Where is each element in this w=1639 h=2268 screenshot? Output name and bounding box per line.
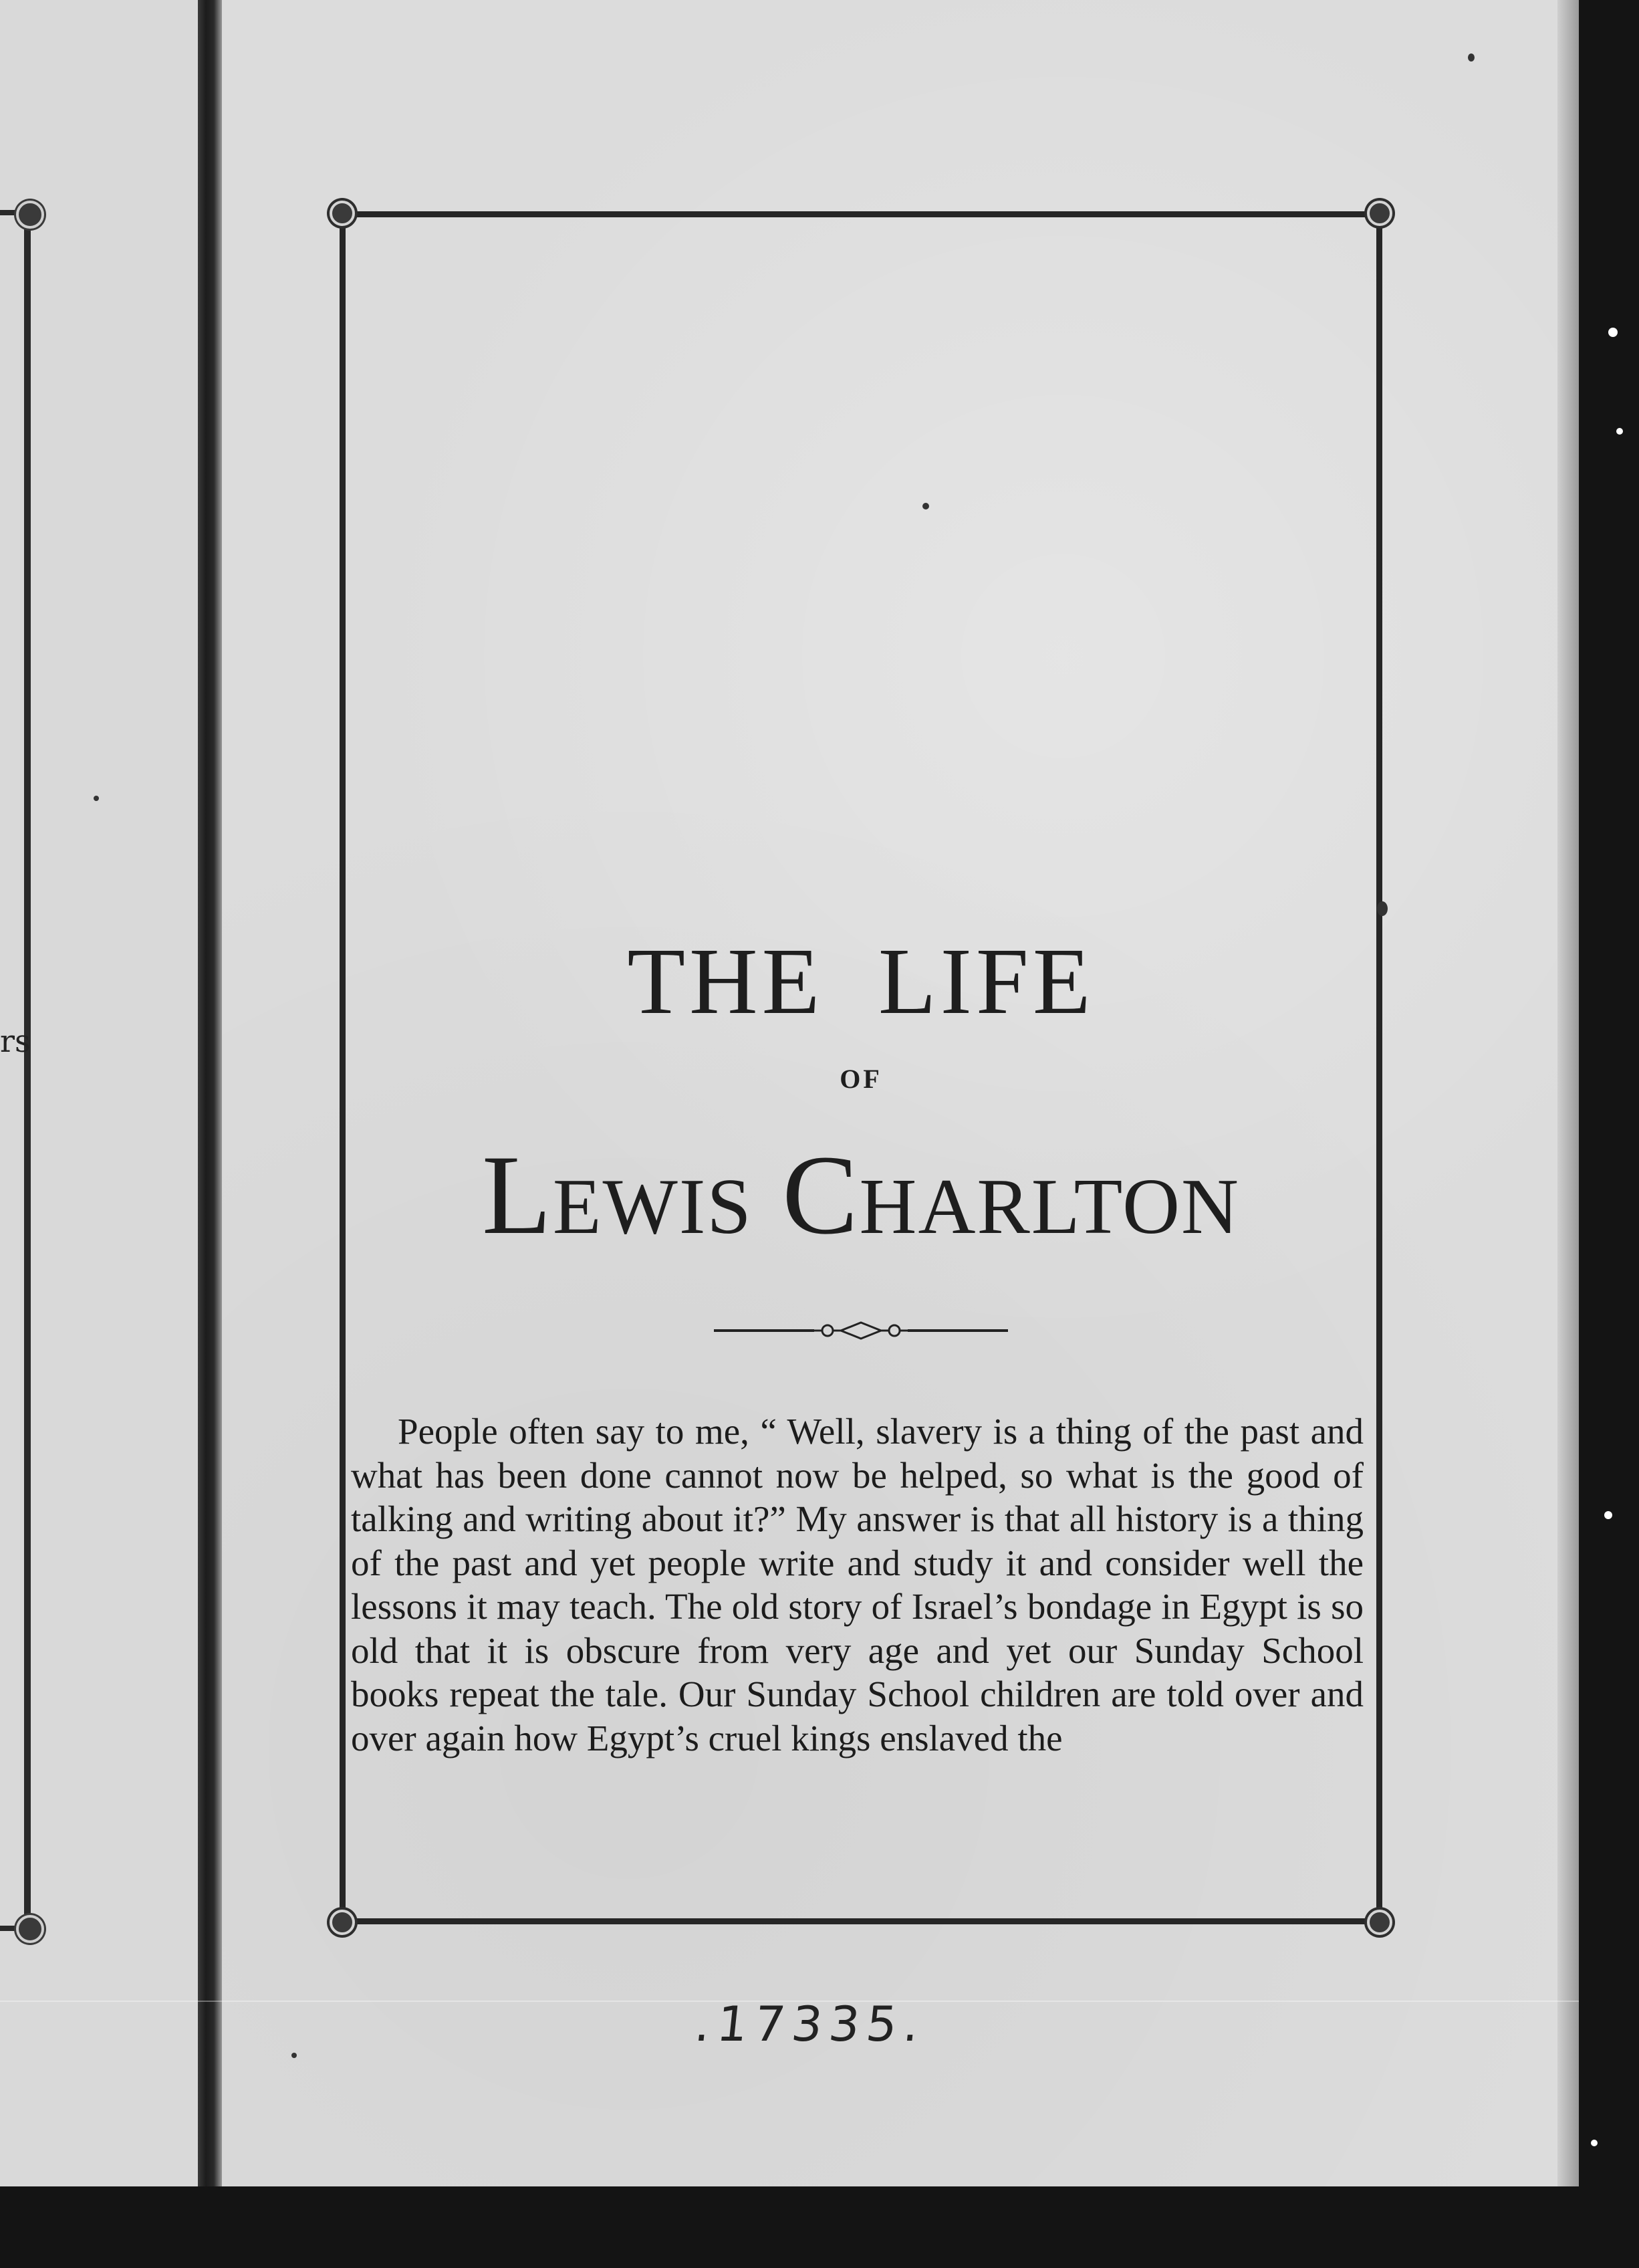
opening-paragraph: People often say to me, “ Well, slavery is a thing of the past and what has been done cannot now be helped, so what is the good of talking and writing about it?” My answer is that all history is a thing of the past and yet people write and study it and consider well the lessons it may teach. The old story of Israel’s bondage in Egypt is so old that it is obscure from very age and yet our Sunday School books repeat the tale. Our Sunday School children are told over and over again how Egypt’s cruel kings enslaved the <box>351 1411 1364 1759</box>
frame-corner-ornament <box>330 201 355 226</box>
ink-speck <box>1468 53 1475 62</box>
handwritten-catalog-number: .17335. <box>692 1996 929 2052</box>
left-facing-page <box>0 0 201 2186</box>
dust-speck <box>1608 328 1618 337</box>
ink-speck <box>922 503 929 509</box>
frame-bottom-rule <box>340 1918 1382 1924</box>
frame-corner-ornament <box>1367 201 1392 226</box>
left-page-edge-text: rs <box>0 1023 31 1059</box>
dust-speck <box>1591 2140 1598 2146</box>
left-frame-corner-ornament <box>16 1915 44 1943</box>
dust-speck <box>1604 1511 1612 1519</box>
ink-speck <box>291 2053 297 2058</box>
dust-speck <box>1616 428 1623 435</box>
frame-corner-ornament <box>1367 1910 1392 1935</box>
frame-top-rule <box>340 211 1382 217</box>
title-line-of: OF <box>840 1064 882 1094</box>
left-frame-rule <box>24 214 31 1929</box>
ink-speck <box>1377 901 1388 916</box>
title-line-name: Lewis Charlton <box>482 1132 1240 1258</box>
ink-speck <box>94 796 99 801</box>
book-gutter <box>198 0 225 2186</box>
title-line-the-life: THE LIFE <box>627 928 1095 1034</box>
left-frame-corner-ornament <box>16 201 44 229</box>
decorative-divider <box>714 1319 1008 1343</box>
frame-corner-ornament <box>330 1910 355 1935</box>
page-right-edge <box>1557 0 1579 2186</box>
